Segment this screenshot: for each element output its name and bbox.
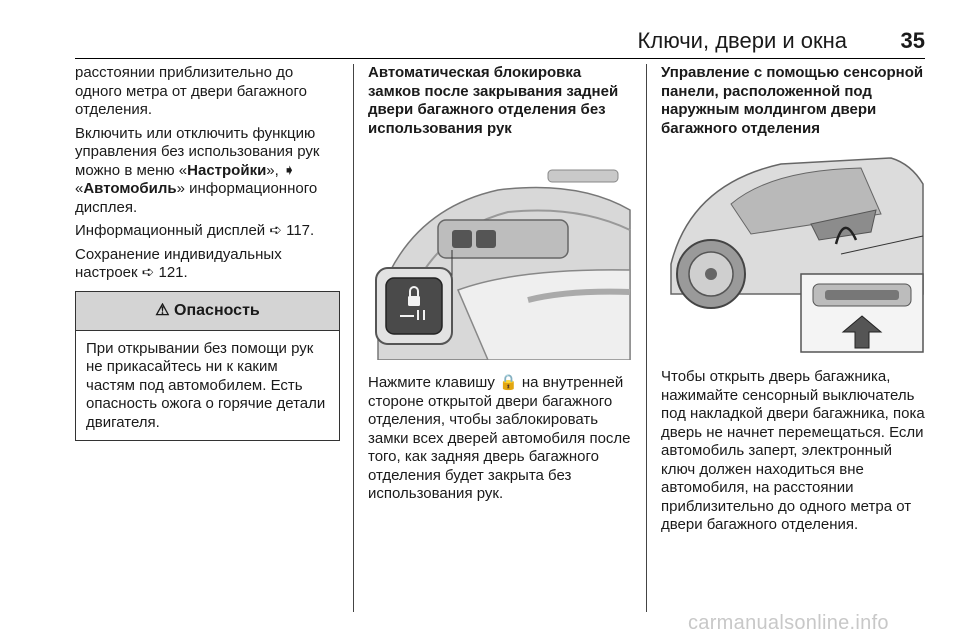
section-title: Ключи, двери и окна — [637, 28, 847, 53]
section-heading: Автоматическая блокировка замков после закрывания задней двери багажного отделения без использования рук — [368, 64, 619, 137]
column-right — [661, 64, 926, 540]
text: » информационного дисплея. — [75, 180, 318, 216]
warning-title: ⚠ Опасность — [76, 292, 339, 331]
page-number: 35 — [900, 28, 925, 53]
paragraph: Нажмите клавишу 🔒 на внутренней стороне открытой двери багажного отделения, чтобы заблокировать замки всех дверей автомобиля после того, как задняя дверь багажного отделения будет закрыта без использования рук. — [368, 374, 631, 502]
text: », ➧ « — [75, 161, 296, 197]
menu-vehicle-label: Автомобиль — [83, 180, 177, 197]
menu-settings-label: Настройки — [187, 161, 267, 179]
rear-car-sensor-illustration — [661, 144, 926, 354]
cross-reference: Информационный дисплей ➪ 117. — [75, 222, 315, 239]
paragraph: расстоянии приблизительно до одного метра от двери багажного отделения. — [75, 64, 307, 118]
watermark: carmanualsonline.info — [688, 612, 889, 634]
column-left — [75, 64, 340, 441]
paragraph: Чтобы открыть дверь багажника, нажимайте сенсорный выключатель под накладкой двери багажника, пока дверь не начнет перемещаться. Если автомобиль заперт, электронный ключ должен находиться вне автомобиля, на расстоянии приблизительно до одного метра от двери багажного отделения. — [661, 368, 925, 533]
cross-reference: Сохранение индивидуальных настроек ➪ 121. — [75, 245, 282, 281]
section-heading: Управление с помощью сенсорной панели, расположенной под наружным молдингом двери багажного отделения — [661, 64, 924, 137]
column-middle — [368, 64, 633, 509]
column-divider — [353, 64, 354, 612]
paragraph — [75, 125, 340, 218]
warning-box — [75, 291, 340, 442]
tailgate-button-illustration — [368, 150, 633, 360]
page-header — [75, 28, 925, 59]
warning-text: При открывании без помощи рук не прикасайтесь ни к каким частям под автомобилем. Есть опасность ожога о горячие детали двигателя. — [86, 339, 326, 431]
column-divider — [646, 64, 647, 612]
text: Включить или отключить функцию управления без использования рук можно в меню « — [75, 124, 320, 179]
